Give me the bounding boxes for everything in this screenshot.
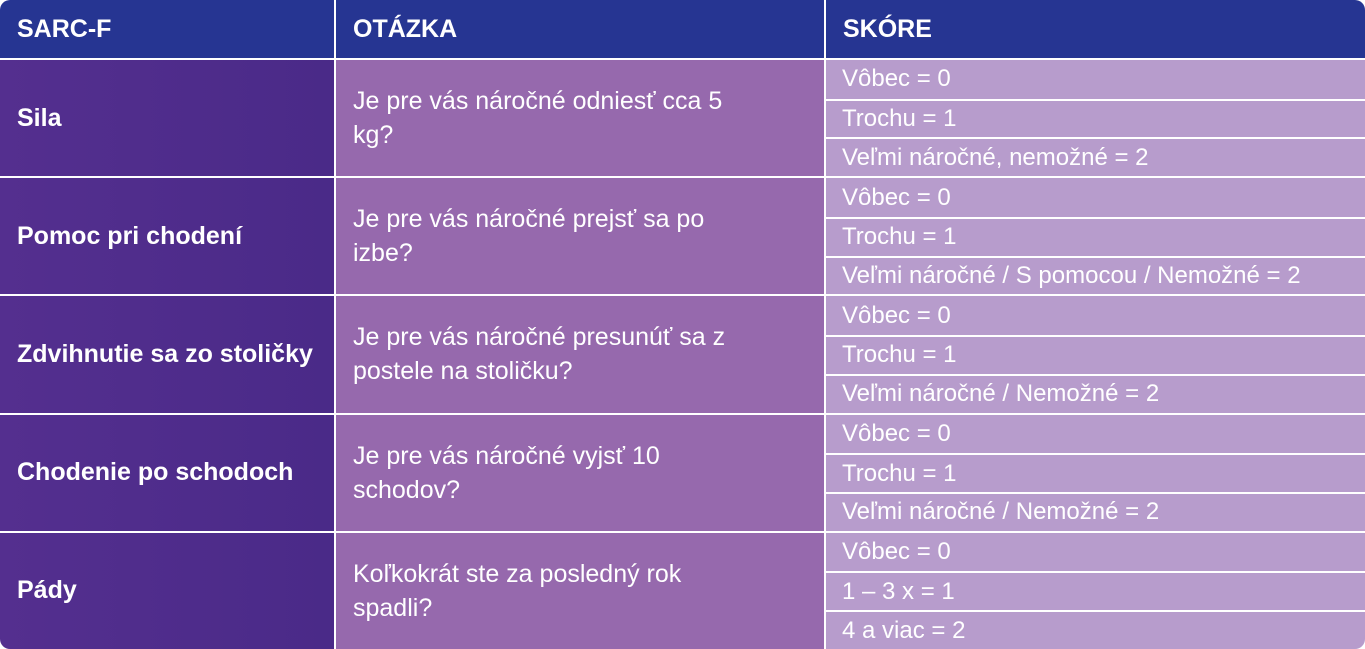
- score-group: [826, 413, 1365, 531]
- score-option: Veľmi náročné, nemožné = 2: [826, 137, 1365, 176]
- score-option: Vôbec = 0: [826, 533, 1365, 572]
- score-group: [826, 294, 1365, 412]
- score-option: Veľmi náročné / Nemožné = 2: [826, 492, 1365, 531]
- category-cell: Chodenie po schodoch: [0, 413, 336, 531]
- question-cell: [336, 176, 826, 294]
- score-option: 4 a viac = 2: [826, 610, 1365, 649]
- score-option: Veľmi náročné / Nemožné = 2: [826, 374, 1365, 413]
- score-option: Veľmi náročné / S pomocou / Nemožné = 2: [826, 256, 1365, 295]
- score-option: Vôbec = 0: [826, 415, 1365, 454]
- question-text: Je pre vás náročné vyjsť 10 schodov?: [353, 441, 660, 504]
- score-group: [826, 531, 1365, 649]
- question-text: Je pre vás náročné prejsť sa po izbe?: [353, 205, 705, 268]
- question-text: Koľkokrát ste za posledný rok spadli?: [353, 559, 682, 622]
- header-otazka: OTÁZKA: [336, 0, 826, 58]
- header-sarc-f: SARC-F: [0, 0, 336, 58]
- score-option: Trochu = 1: [826, 453, 1365, 492]
- category-cell: Pomoc pri chodení: [0, 176, 336, 294]
- score-option: Trochu = 1: [826, 217, 1365, 256]
- score-option: 1 – 3 x = 1: [826, 571, 1365, 610]
- question-cell: [336, 58, 826, 176]
- score-option: Vôbec = 0: [826, 60, 1365, 99]
- score-option: Trochu = 1: [826, 335, 1365, 374]
- question-text: Je pre vás náročné presunúť sa z postele na stoličku?: [353, 323, 726, 386]
- score-option: Trochu = 1: [826, 99, 1365, 138]
- category-cell: Sila: [0, 58, 336, 176]
- question-cell: [336, 294, 826, 412]
- category-cell: Zdvihnutie sa zo stoličky: [0, 294, 336, 412]
- category-cell: Pády: [0, 531, 336, 649]
- score-group: [826, 58, 1365, 176]
- score-option: Vôbec = 0: [826, 296, 1365, 335]
- header-skore: SKÓRE: [826, 0, 1365, 58]
- question-cell: [336, 531, 826, 649]
- score-group: [826, 176, 1365, 294]
- question-cell: [336, 413, 826, 531]
- question-text: Je pre vás náročné odniesť cca 5 kg?: [353, 87, 723, 150]
- score-option: Vôbec = 0: [826, 178, 1365, 217]
